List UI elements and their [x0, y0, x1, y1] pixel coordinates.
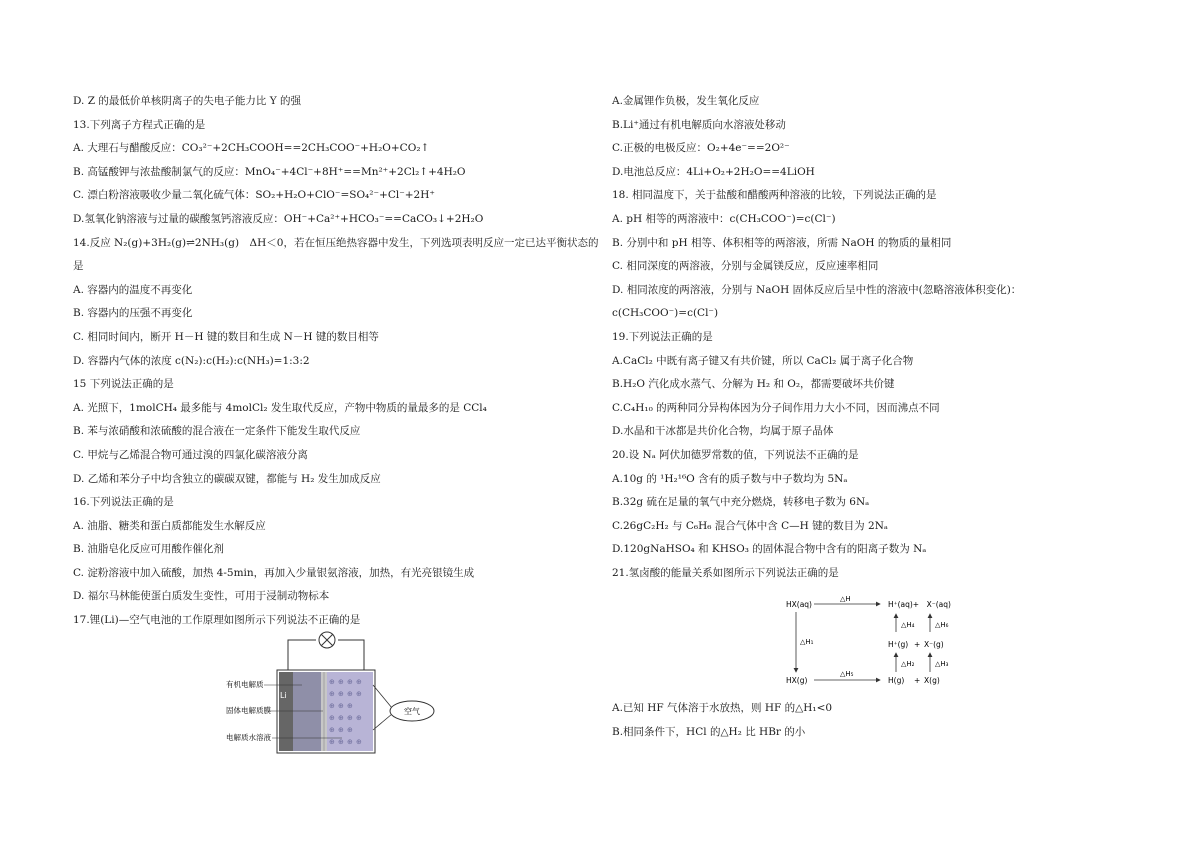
text-line: B. 高锰酸钾与浓盐酸制氯气的反应：MnO₄⁻+4Cl⁻+8H⁺==Mn²⁺+2Cl₂↑+4H₂O [73, 165, 466, 178]
label-organic-electrolyte: 有机电解质 [226, 680, 264, 689]
question-13-title: 13.下列离子方程式正确的是 [73, 118, 206, 131]
dh4-label: △H₄ [901, 621, 915, 629]
text-line: 是 [73, 260, 84, 273]
question-18-title: 18. 相同温度下，关于盐酸和醋酸两种溶液的比较，下列说法正确的是 [612, 189, 937, 202]
h-g-label: H(g) [888, 676, 905, 685]
particle: ⊕ [338, 678, 344, 686]
text-line: D. 乙烯和苯分子中均含独立的碳碳双键，都能与 H₂ 发生加成反应 [73, 472, 381, 485]
text-line: A. 容器内的温度不再变化 [73, 283, 193, 296]
particle: ⊕ [356, 690, 362, 698]
organic-electrolyte-region [293, 672, 321, 751]
dh1-label: △H₁ [800, 638, 814, 646]
text-line: B.H₂O 汽化成水蒸气、分解为 H₂ 和 O₂，都需要破坏共价键 [612, 378, 895, 391]
particle: ⊕ [347, 702, 353, 710]
hx-g-label: HX(g) [786, 676, 808, 685]
text-line: A. 油脂、糖类和蛋白质都能发生水解反应 [73, 519, 266, 532]
energy-cycle-figure [780, 592, 960, 690]
particle: ⊕ [347, 726, 353, 734]
x-g-label: X(g) [924, 676, 940, 685]
particle: ⊕ [329, 714, 335, 722]
text-line: A. 大理石与醋酸反应：CO₃²⁻+2CH₃COOH==2CH₃COO⁻+H₂O+CO₂↑ [73, 142, 430, 155]
text-line: A.10g 的 ¹H₂¹⁶O 含有的质子数与中子数均为 5Nₐ [612, 472, 848, 485]
dh-label: △H [840, 595, 851, 603]
right-column-continued [612, 697, 1147, 744]
text-line: C. 相同深度的两溶液，分别与金属镁反应，反应速率相同 [612, 260, 879, 273]
text-line: A.金属锂作负极，发生氧化反应 [612, 95, 760, 107]
particle: ⊕ [329, 702, 335, 710]
right-column [612, 90, 1147, 585]
left-column [73, 90, 599, 633]
text-line: A. 光照下，1molCH₄ 最多能与 4molCl₂ 发生取代反应，产物中物质的量最多的是 CCl₄ [73, 401, 487, 414]
particle: ⊕ [329, 690, 335, 698]
label-aqueous-electrolyte: 电解质水溶液 [226, 733, 271, 742]
text-line: C.26gC₂H₂ 与 C₆H₆ 混合气体中含 C—H 键的数目为 2Nₐ [612, 519, 888, 532]
text-line: B. 油脂皂化反应可用酸作催化剂 [73, 543, 224, 556]
particle: ⊕ [347, 714, 353, 722]
text-line: B.32g 硫在足量的氧气中充分燃烧，转移电子数为 6Nₐ [612, 496, 870, 509]
text-line: D. 容器内气体的浓度 c(N₂):c(H₂):c(NH₃)=1:3:2 [73, 354, 310, 367]
particle: ⊕ [338, 702, 344, 710]
particle: ⊕ [347, 738, 353, 746]
particle: ⊕ [329, 738, 335, 746]
text-line: B. 苯与浓硝酸和浓硫酸的混合液在一定条件下能发生取代反应 [73, 425, 361, 438]
hx-aq-label: HX(aq) [786, 600, 812, 609]
particle: ⊕ [347, 690, 353, 698]
li-air-battery-figure [222, 630, 472, 760]
question-16-title: 16.下列说法正确的是 [73, 496, 174, 509]
particle: ⊕ [338, 690, 344, 698]
text-line: A. pH 相等的两溶液中：c(CH₃COO⁻)=c(Cl⁻) [612, 212, 836, 225]
text-line: D.120gNaHSO₄ 和 KHSO₃ 的固体混合物中含有的阳离子数为 Nₐ [612, 543, 927, 556]
text-line: D. 相同浓度的两溶液，分别与 NaOH 固体反应后呈中性的溶液中(忽略溶液体积变化)： [612, 283, 1022, 296]
particle: ⊕ [356, 678, 362, 686]
dh6-label: △H₆ [935, 621, 949, 629]
text-line: D.氢氧化钠溶液与过量的碳酸氢钙溶液反应：OH⁻+Ca²⁺+HCO₃⁻==CaCO₃↓+2H₂O [73, 212, 484, 225]
text-line: D. 福尔马林能使蛋白质发生变性，可用于浸制动物标本 [73, 590, 330, 603]
question-14-title: 14.反应 N₂(g)+3H₂(g)⇌2NH₃(g) ΔH＜0，若在恒压绝热容器中发生，下列选项表明反应一定已达平衡状态的 [73, 236, 599, 249]
h-aq-x-aq-label: H⁺(aq)+ X⁻(aq) [888, 600, 951, 609]
text-line: c(CH₃COO⁻)=c(Cl⁻) [612, 307, 719, 320]
text-line: C. 相同时间内，断开 H－H 键的数目和生成 N－H 键的数目相等 [73, 330, 379, 343]
text-line: C.正极的电极反应：O₂+4e⁻==2O²⁻ [612, 142, 790, 155]
label-solid-membrane: 固体电解质膜 [226, 706, 271, 715]
text-line: D.电池总反应：4Li+O₂+2H₂O==4LiOH [612, 165, 815, 178]
dh3-label: △H₃ [935, 660, 949, 668]
question-20-title: 20.设 Nₐ 阿伏加德罗常数的值，下列说法不正确的是 [612, 448, 859, 461]
text-line: A.CaCl₂ 中既有离子键又有共价键，所以 CaCl₂ 属于离子化合物 [612, 354, 914, 367]
text-line: D. Z 的最低价单核阴离子的失电子能力比 Y 的强 [73, 95, 301, 107]
bulb-icon [319, 632, 335, 648]
dh2-label: △H₂ [901, 660, 915, 668]
text-line: B.Li⁺通过有机电解质向水溶液处移动 [612, 118, 786, 131]
particle: ⊕ [347, 678, 353, 686]
plus-sign: + [914, 640, 921, 649]
text-line: B. 分别中和 pH 相等、体积相等的两溶液，所需 NaOH 的物质的量相同 [612, 236, 952, 249]
question-21-title: 21.氢卤酸的能量关系如图所示下列说法正确的是 [612, 566, 839, 579]
text-line: D.水晶和干冰都是共价化合物，均属于原子晶体 [612, 425, 834, 438]
plus-sign: + [914, 676, 921, 685]
question-19-title: 19.下列说法正确的是 [612, 330, 713, 343]
particle: ⊕ [338, 714, 344, 722]
text-line: C.C₄H₁₀ 的两种同分异构体因为分子间作用力大小不同，因而沸点不同 [612, 401, 940, 414]
particle: ⊕ [329, 678, 335, 686]
question-17-title: 17.锂(Li)—空气电池的工作原理如图所示下列说法不正确的是 [73, 614, 361, 627]
particle: ⊕ [356, 738, 362, 746]
text-line: C. 漂白粉溶液吸收少量二氧化硫气体：SO₂+H₂O+ClO⁻=SO₄²⁻+Cl⁻+2H⁺ [73, 189, 435, 202]
label-air: 空气 [404, 707, 420, 716]
li-label: Li [280, 691, 287, 700]
particle: ⊕ [329, 726, 335, 734]
text-line: B. 容器内的压强不再变化 [73, 307, 193, 320]
text-line: C. 甲烷与乙烯混合物可通过溴的四氯化碳溶液分离 [73, 448, 308, 461]
h-plus-g-label: H⁺(g) [888, 640, 909, 649]
text-line: A.已知 HF 气体溶于水放热，则 HF 的△H₁<0 [612, 702, 833, 714]
dh5-label: △H₅ [840, 670, 854, 678]
x-minus-g-label: X⁻(g) [924, 640, 944, 649]
particle: ⊕ [338, 726, 344, 734]
text-line: B.相同条件下，HCl 的△H₂ 比 HBr 的小 [612, 725, 806, 738]
lithium-electrode [279, 672, 293, 751]
particle: ⊕ [338, 738, 344, 746]
text-line: C. 淀粉溶液中加入硫酸，加热 4-5min，再加入少量银氨溶液，加热，有光亮银镜生成 [73, 566, 475, 579]
question-15-title: 15 下列说法正确的是 [73, 378, 174, 391]
particle: ⊕ [356, 714, 362, 722]
